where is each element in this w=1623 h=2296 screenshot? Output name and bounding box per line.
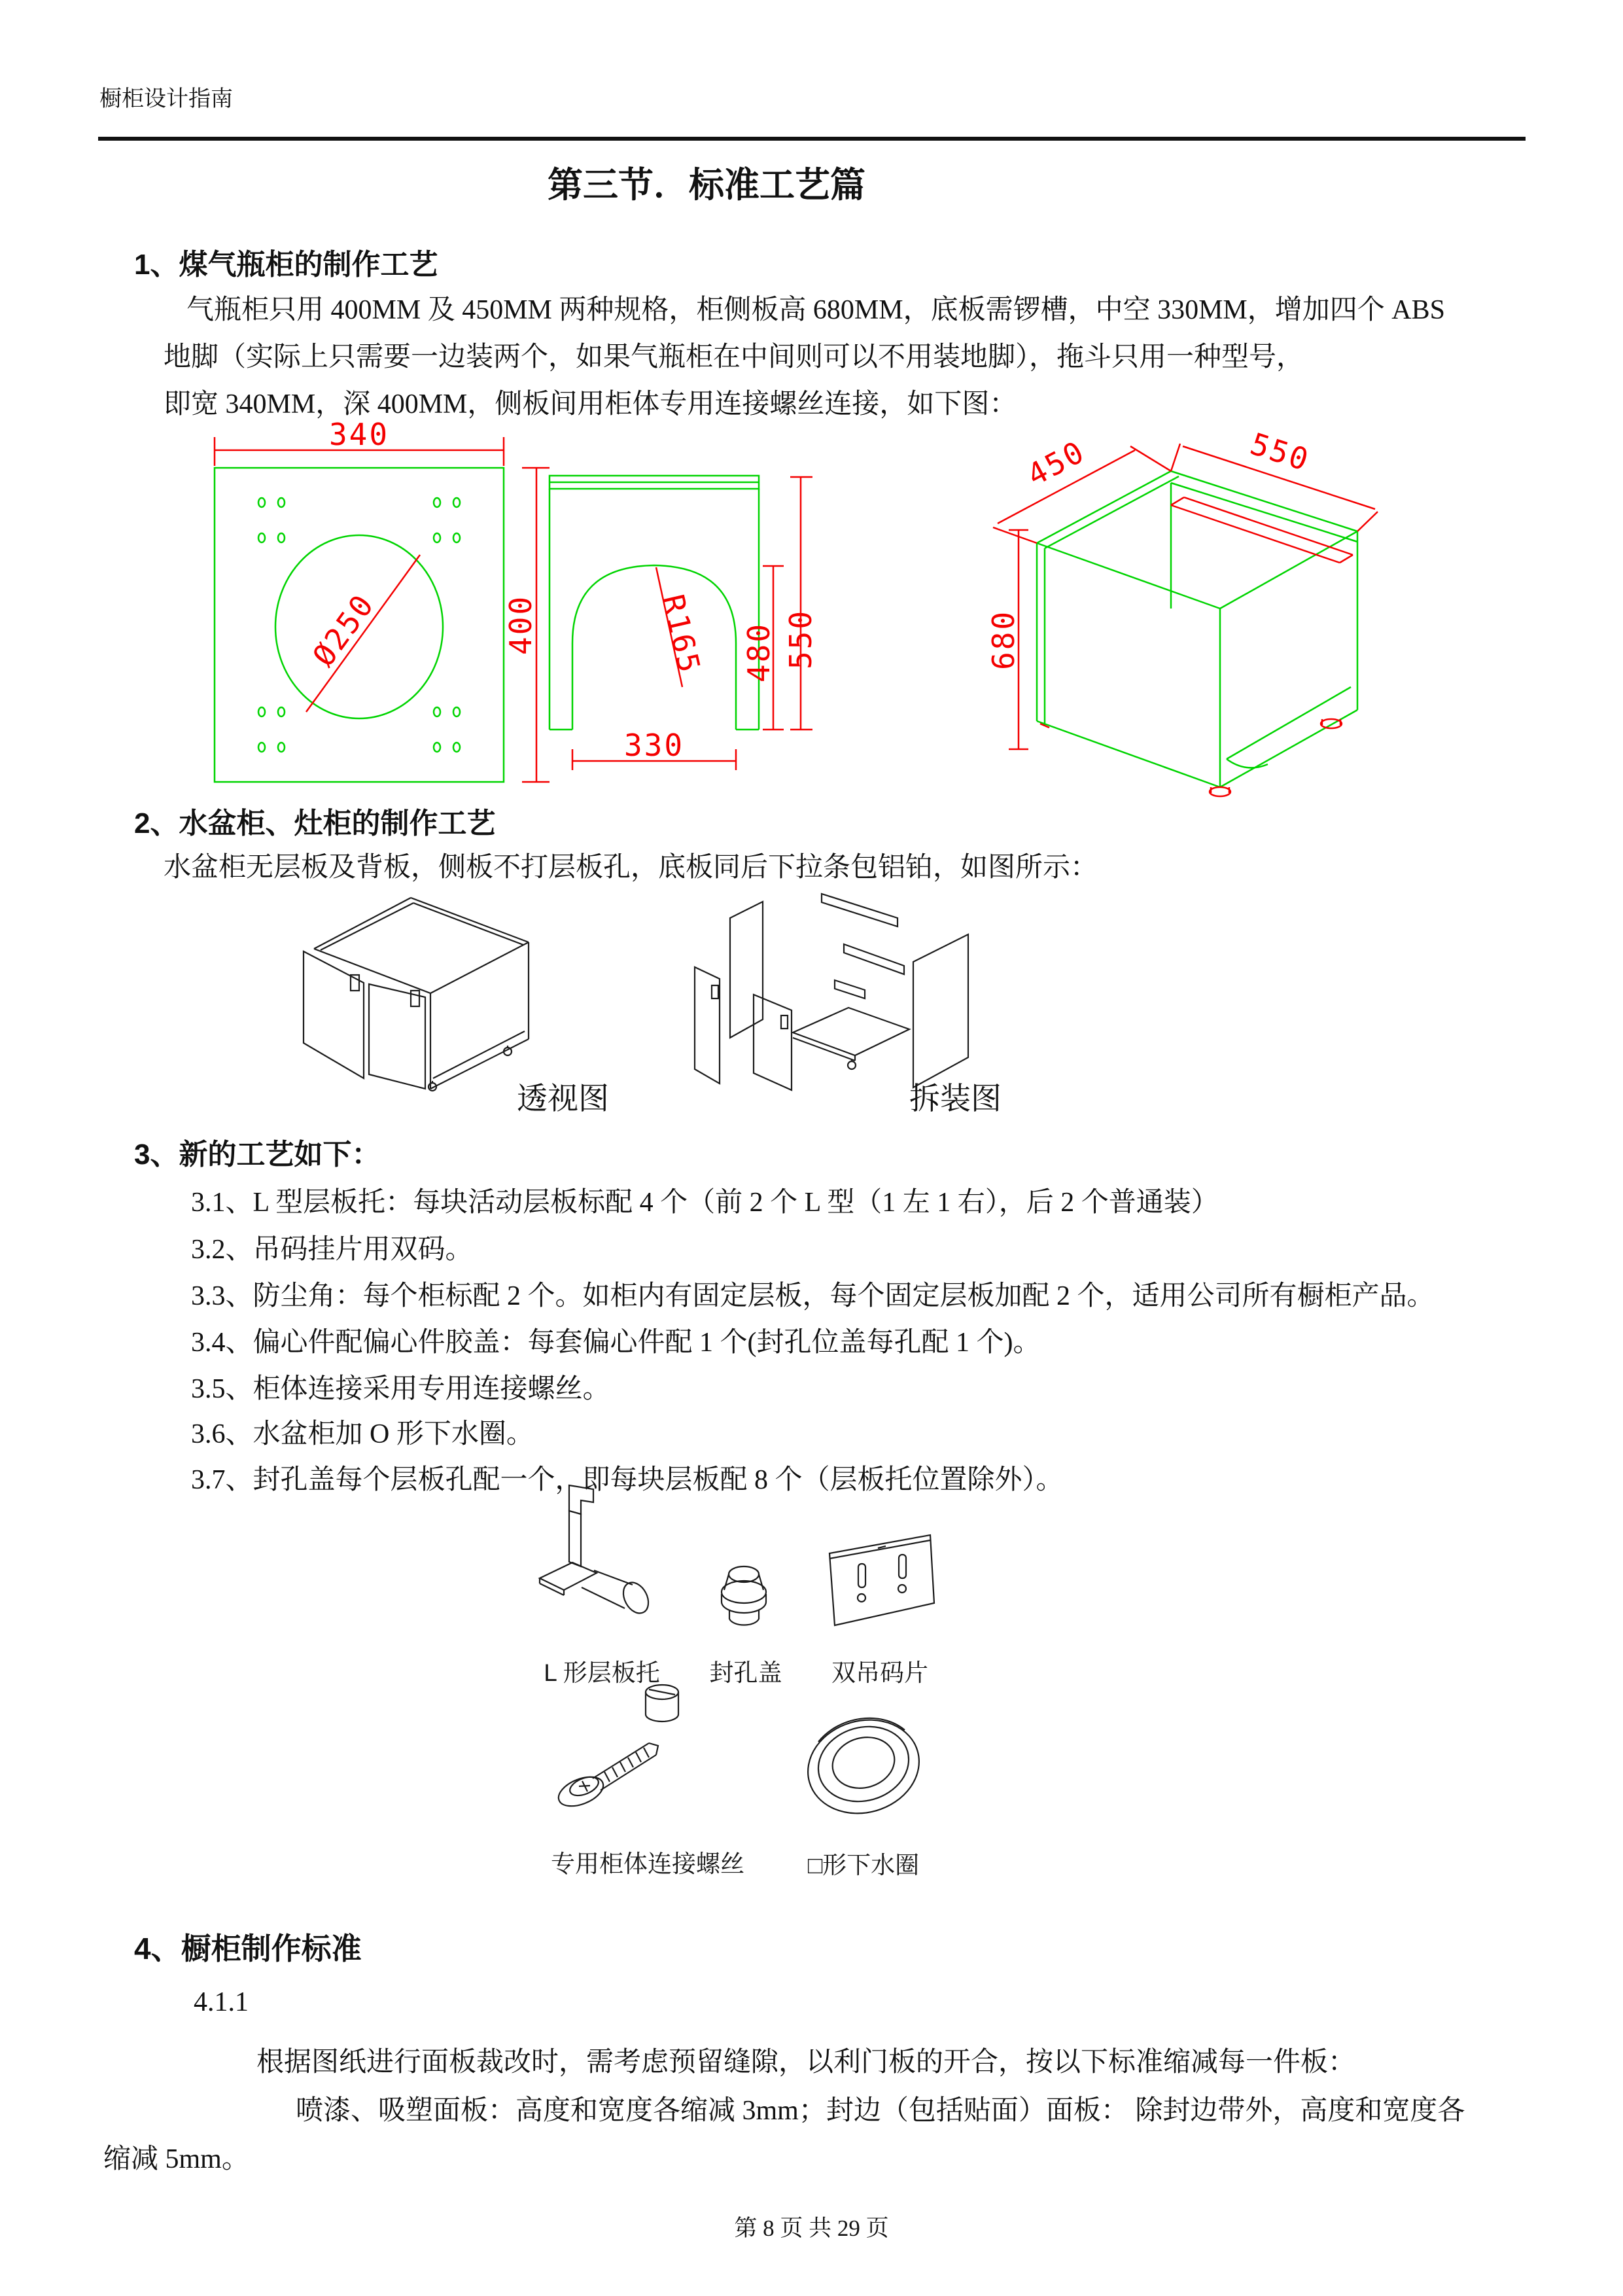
cad-side-panel-drawing (543, 468, 831, 782)
cad-bottom-panel-drawing (196, 419, 563, 798)
dim-250-label: Ø250 (305, 587, 381, 673)
hole-cap-lines (722, 1566, 766, 1625)
l-bracket-drawing (533, 1480, 671, 1640)
sink-cabinet-exploded-drawing (693, 882, 975, 1101)
section1-line1: 气瓶柜只用 400MM 及 450MM 两种规格，柜侧板高 680MM，底板需锣槽，中空 330MM，增加四个 ABS (186, 295, 1445, 325)
connecting-screw-lines (555, 1685, 678, 1812)
list-item: 3.5、柜体连接采用专用连接螺丝。 (191, 1374, 610, 1404)
exploded-label: 拆装图 (909, 1081, 1002, 1116)
drain-ring-label: □形下水圈 (807, 1852, 920, 1879)
section3-heading: 3、新的工艺如下： (134, 1139, 381, 1171)
cad-cabinet-iso-drawing (975, 406, 1420, 805)
drain-ring-drawing (795, 1696, 932, 1833)
list-item: 3.2、吊码挂片用双码。 (191, 1235, 473, 1265)
section4-heading: 4、橱柜制作标准 (134, 1932, 362, 1966)
double-hanger-drawing (818, 1526, 945, 1644)
dim-330-label: 330 (623, 728, 685, 763)
list-item: 3.4、偏心件配偏心件胶盖：每套偏心件配 1 个(封孔位盖每孔配 1 个)。 (191, 1328, 1041, 1358)
hole-cap-label: 封孔盖 (709, 1659, 782, 1686)
section2-body: 水盆柜无层板及背板，侧板不打层板孔，底板同后下拉条包铝铂，如图所示： (164, 853, 1098, 883)
page-footer: 第 8 页 共 29 页 (734, 2216, 889, 2241)
side-panel-outline (550, 476, 759, 730)
page-title: 第三节．标准工艺篇 (548, 166, 865, 205)
section1-heading: 1、煤气瓶柜的制作工艺 (134, 249, 438, 281)
section1-line3: 即宽 340MM，深 400MM，侧板间用柜体专用连接螺丝连接，如下图： (164, 389, 1017, 419)
dim-550-lines (790, 477, 812, 730)
dim-550b-label: 550 (1246, 425, 1315, 478)
dim-340-label: 340 (328, 417, 390, 452)
section4-para3: 缩减 5mm。 (103, 2144, 249, 2174)
drain-ring-lines (797, 1707, 930, 1826)
dim-480-label: 480 (741, 622, 777, 683)
screw-label: 专用柜体连接螺丝 (551, 1850, 744, 1877)
dim-400-label: 400 (503, 594, 538, 656)
list-item: 3.7、封孔盖每个层板孔配一个，即每块层板配 8 个（层板托位置除外）。 (191, 1465, 1064, 1495)
sink-cabinet-perspective-drawing (301, 885, 576, 1094)
l-bracket-lines (540, 1485, 654, 1617)
exploded-parts (695, 894, 968, 1090)
list-item: 3.3、防尘角：每个柜标配 2 个。如柜内有固定层板，每个固定层板加配 2 个，适用公司所有橱柜产品。 (191, 1281, 1435, 1311)
double-hanger-label: 双吊码片 (831, 1659, 928, 1686)
dim-680-label: 680 (986, 609, 1021, 671)
list-item: 3.6、水盆柜加 O 形下水圈。 (191, 1419, 534, 1449)
l-bracket-label: L 形层板托 (544, 1659, 660, 1686)
header-rule (98, 137, 1526, 141)
connecting-screw-drawing (550, 1676, 713, 1830)
section4-para2: 喷漆、吸塑面板：高度和宽度各缩减 3mm；封边（包括贴面）面板： 除封边带外，高度和宽度各 (296, 2096, 1465, 2126)
hole-cap-drawing (703, 1556, 788, 1638)
perspective-label: 透视图 (517, 1081, 609, 1116)
dim-r165-label: R165 (655, 591, 708, 678)
dim-450-label: 450 (1021, 433, 1091, 493)
section4-para1: 根据图纸进行面板裁改时，需考虑预留缝隙，以利门板的开合，按以下标准缩减每一件板： (256, 2047, 1356, 2077)
double-hanger-lines (829, 1535, 934, 1625)
list-item: 3.1、L 型层板托：每块活动层板标配 4 个（前 2 个 L 型（1 左 1 右），后 2 个普通装） (191, 1188, 1219, 1218)
dim-550-label: 550 (783, 609, 818, 670)
cabinet-wireframe (1037, 471, 1357, 787)
section1-line2: 地脚（实际上只需要一边装两个，如果气瓶柜在中间则可以不用装地脚），拖斗只用一种型号， (164, 342, 1304, 372)
page-header: 橱柜设计指南 (99, 87, 233, 111)
cabinet-feet (1040, 719, 1342, 796)
section2-heading: 2、水盆柜、灶柜的制作工艺 (134, 807, 496, 839)
section4-subnumber: 4.1.1 (194, 1987, 249, 2017)
cabinet-red-rail (1171, 497, 1353, 563)
perspective-wireframe (304, 898, 529, 1091)
